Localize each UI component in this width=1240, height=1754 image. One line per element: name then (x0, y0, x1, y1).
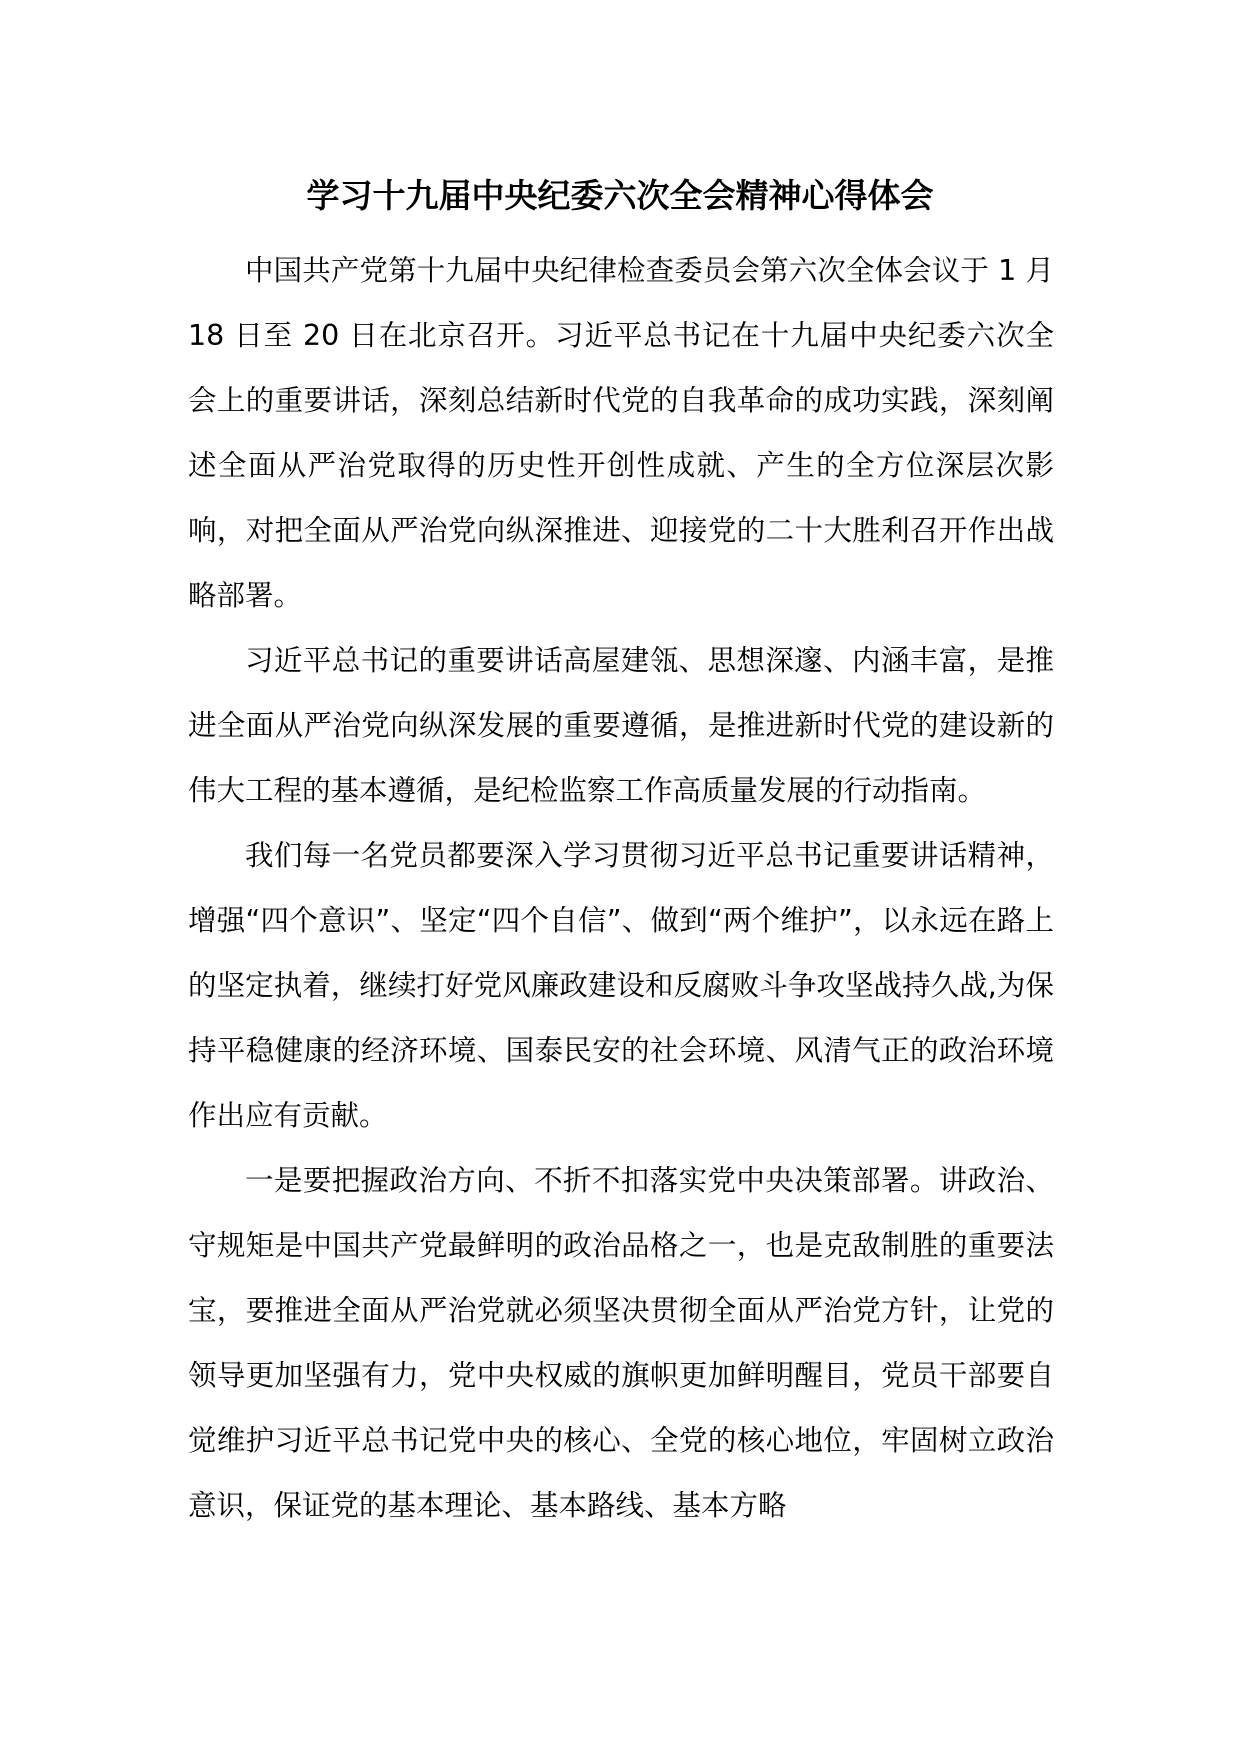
paragraph-1: 中国共产党第十九届中央纪律检查委员会第六次全体会议于 1 月 18 日至 20 日在北京召开。习近平总书记在十九届中央纪委六次全会上的重要讲话，深刻总结新时代党的自我革命的成功实践，深刻阐述全面从严治党取得的历史性开创性成就、产生的全方位深层次影响，对把全面从严治党向纵深推进、迎接党的二十大胜利召开作出战略部署。 (188, 254, 1054, 612)
document-title: 学习十九届中央纪委六次全会精神心得体会 (306, 176, 934, 215)
paragraph-4: 一是要把握政治方向、不折不扣落实党中央决策部署。讲政治、守规矩是中国共产党最鲜明的政治品格之一，也是克敌制胜的重要法宝，要推进全面从严治党就必须坚决贯彻全面从严治党方针，让党的领导更加坚强有力，党中央权威的旗帜更加鲜明醒目，党员干部要自觉维护习近平总书记党中央的核心、全党的核心地位，牢固树立政治意识，保证党的基本理论、基本路线、基本方略 (188, 1164, 1054, 1522)
paragraph-2: 习近平总书记的重要讲话高屋建瓴、思想深邃、内涵丰富，是推进全面从严治党向纵深发展的重要遵循，是推进新时代党的建设新的伟大工程的基本遵循，是纪检监察工作高质量发展的行动指南。 (188, 644, 1054, 807)
paragraph-3: 我们每一名党员都要深入学习贯彻习近平总书记重要讲话精神，增强“四个意识”、坚定“四个自信”、做到“两个维护”，以永远在路上的坚定执着，继续打好党风廉政建设和反腐败斗争攻坚战持久战,为保持平稳健康的经济环境、国泰民安的社会环境、风清气正的政治环境作出应有贡献。 (188, 839, 1054, 1132)
document-body (188, 238, 1054, 1538)
